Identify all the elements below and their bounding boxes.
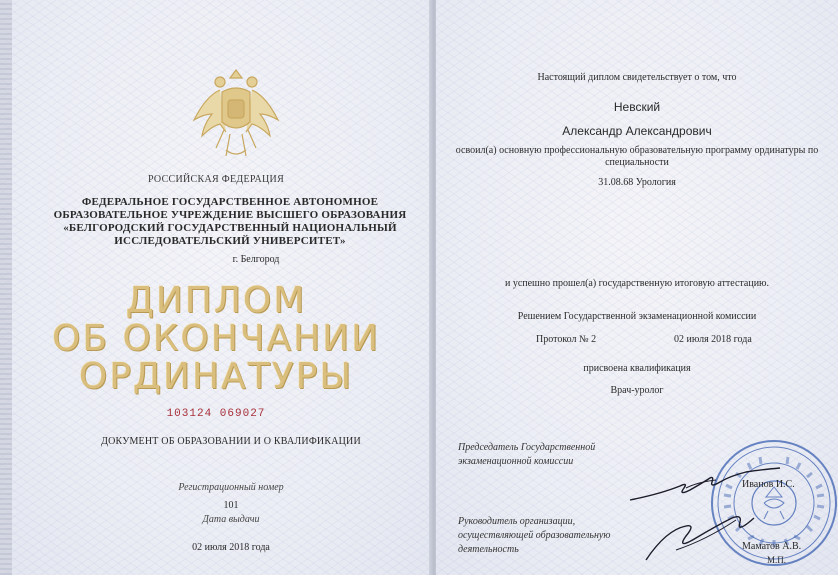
seal-place-mark: М.П. xyxy=(767,555,787,565)
program-text: освоил(а) основную профессиональную образовательную программу ординатуры по специальности xyxy=(455,145,819,168)
org-line-1: ФЕДЕРАЛЬНОЕ ГОСУДАРСТВЕННОЕ АВТОНОМНОЕ xyxy=(81,196,379,208)
org-line-2: ОБРАЗОВАТЕЛЬНОЕ УЧРЕЖДЕНИЕ ВЫСШЕГО ОБРАЗОВАНИЯ xyxy=(53,209,407,221)
registration-label: Регистрационный номер xyxy=(178,482,284,493)
city: г. Белгород xyxy=(232,254,280,265)
head-signature-icon xyxy=(636,510,766,570)
organization-head-name: Маматов А.В. xyxy=(742,541,802,552)
attestation-text: и успешно прошел(а) государственную итоговую аттестацию. xyxy=(504,278,770,289)
org-line-3: «БЕЛГОРОДСКИЙ ГОСУДАРСТВЕННЫЙ НАЦИОНАЛЬНЫЙ xyxy=(63,222,397,234)
commission-chair-name: Иванов И.С. xyxy=(742,479,795,490)
issue-date: 02 июля 2018 года xyxy=(192,542,270,553)
commission-chair-label: Председатель Государственной экзаменационной комиссии xyxy=(458,442,596,467)
org-line-4: ИССЛЕДОВАТЕЛЬСКИЙ УНИВЕРСИТЕТ» xyxy=(114,235,346,247)
issue-date-label: Дата выдачи xyxy=(202,514,260,525)
intro-text: Настоящий диплом свидетельствует о том, что xyxy=(537,72,737,83)
right-page xyxy=(436,0,838,575)
qualification-label: присвоена квалификация xyxy=(583,363,691,374)
registration-number: 101 xyxy=(223,500,239,511)
organization-name xyxy=(30,196,430,248)
organization-head-label: Руководитель организации, осуществляющей образовательную деятельность xyxy=(458,516,611,555)
commission-decision: Решением Государственной экзаменационной комиссии xyxy=(517,311,757,322)
document-type: ДОКУМЕНТ ОБ ОБРАЗОВАНИИ И О КВАЛИФИКАЦИИ xyxy=(101,436,361,447)
protocol-number: Протокол № 2 xyxy=(536,334,597,345)
state-emblem-icon xyxy=(190,62,282,167)
title-line-3: ОРДИНАТУРЫ xyxy=(78,356,354,397)
graduate-surname: Невский xyxy=(613,100,661,114)
protocol-date: 02 июля 2018 года xyxy=(674,334,752,345)
title-line-2: ОБ ОКОНЧАНИИ xyxy=(51,318,380,359)
country-name: РОССИЙСКАЯ ФЕДЕРАЦИЯ xyxy=(147,174,285,185)
qualification: Врач-уролог xyxy=(610,385,664,396)
specialty: 31.08.68 Урология xyxy=(598,177,676,188)
title-line-1: ДИПЛОМ xyxy=(125,280,307,321)
serial-number: 103124 069027 xyxy=(166,408,266,420)
graduate-given-names: Александр Александрович xyxy=(562,124,712,138)
